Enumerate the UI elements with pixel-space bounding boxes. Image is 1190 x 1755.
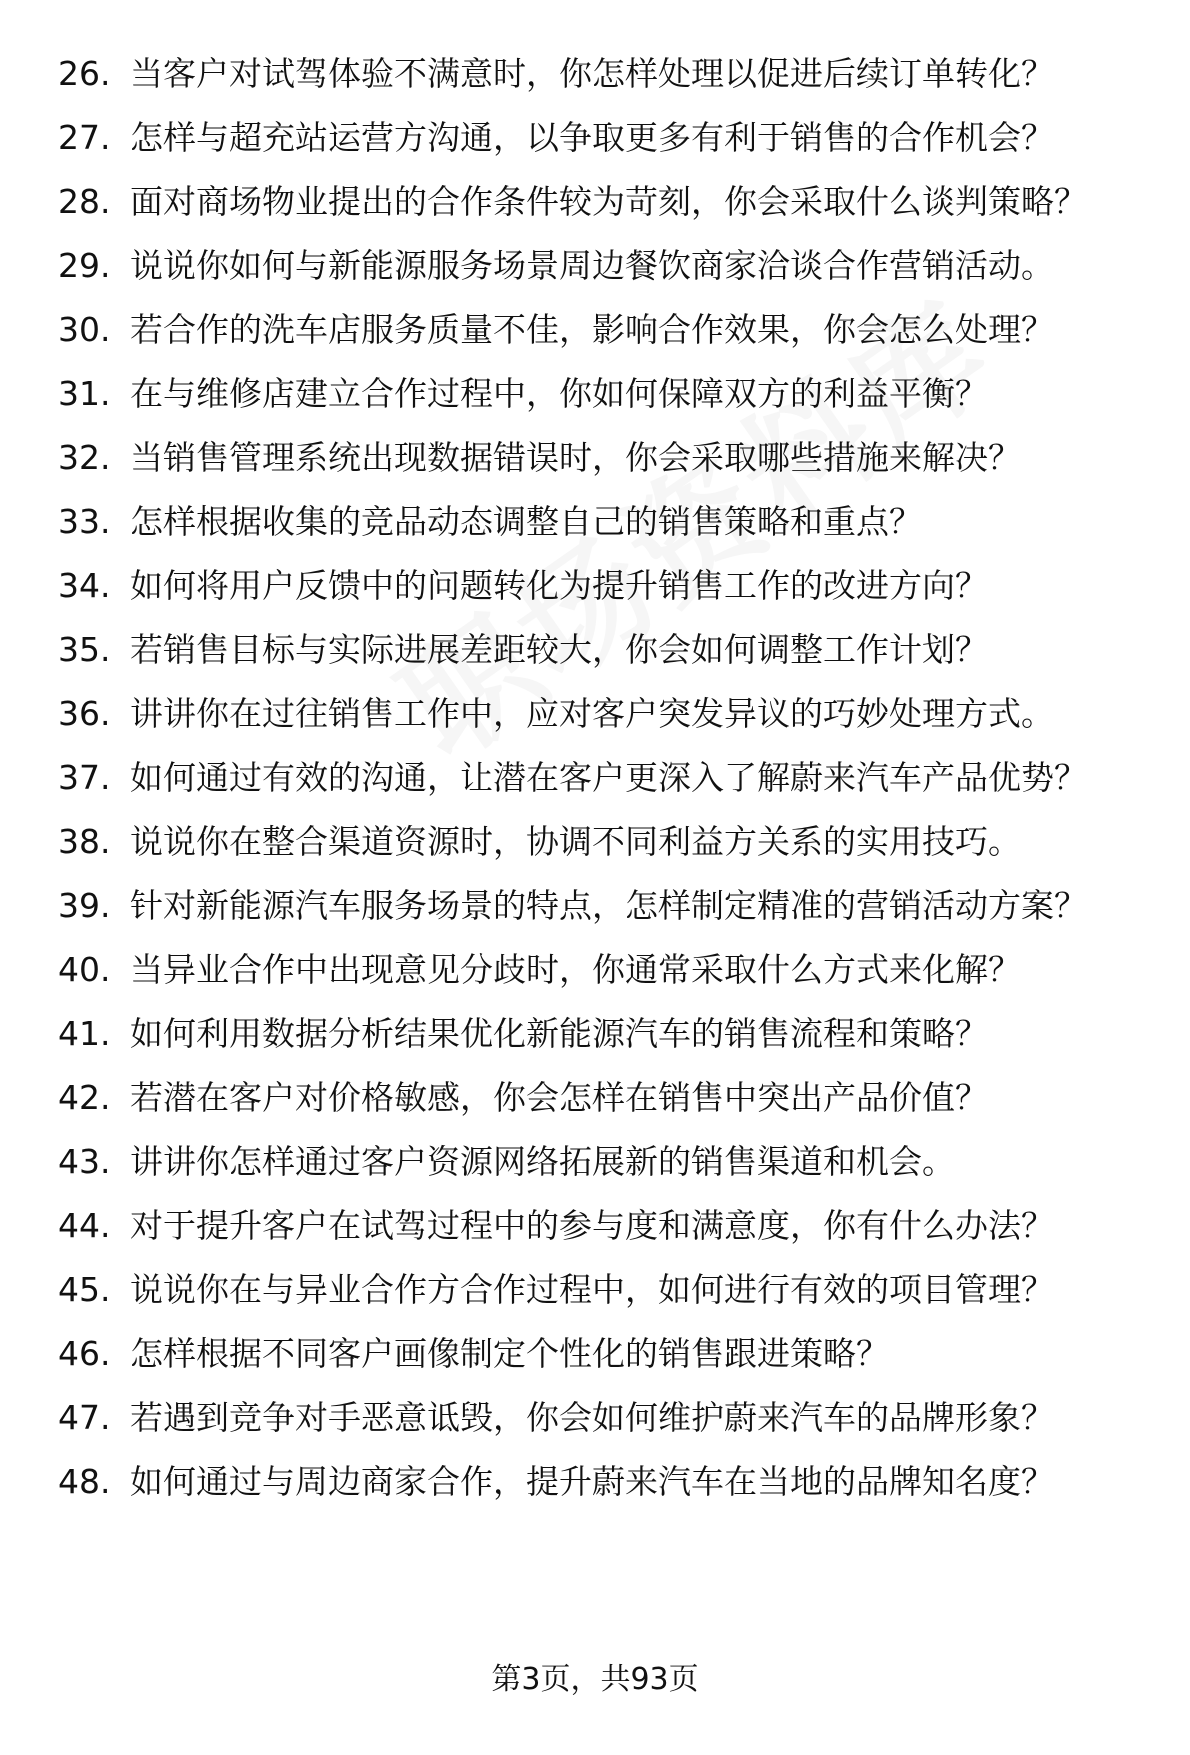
question-number: 45. [58, 1270, 111, 1309]
question-number: 46. [58, 1334, 111, 1373]
question-item [58, 886, 1138, 926]
question-number: 35. [58, 630, 111, 669]
question-text: 如何将用户反馈中的问题转化为提升销售工作的改进方向？ [130, 566, 988, 605]
page-number: 第3页，共93页 [491, 1662, 699, 1697]
question-number: 43. [58, 1142, 111, 1181]
question-item [58, 1334, 1138, 1374]
question-item [58, 1398, 1138, 1438]
question-item [58, 502, 1138, 542]
question-number: 38. [58, 822, 111, 861]
question-number: 30. [58, 310, 111, 349]
question-text: 对于提升客户在试驾过程中的参与度和满意度，你有什么办法？ [130, 1206, 1054, 1245]
question-text: 如何通过与周边商家合作，提升蔚来汽车在当地的品牌知名度？ [130, 1462, 1054, 1501]
question-item [58, 1462, 1138, 1502]
question-number: 39. [58, 886, 111, 925]
question-text: 说说你在与异业合作方合作过程中，如何进行有效的项目管理？ [130, 1270, 1054, 1309]
question-text: 当销售管理系统出现数据错误时，你会采取哪些措施来解决？ [130, 438, 1021, 477]
question-text: 讲讲你在过往销售工作中，应对客户突发异议的巧妙处理方式。 [130, 694, 1054, 733]
question-item [58, 1078, 1138, 1118]
question-text: 说说你如何与新能源服务场景周边餐饮商家洽谈合作营销活动。 [130, 246, 1054, 285]
question-text: 当客户对试驾体验不满意时，你怎样处理以促进后续订单转化？ [130, 54, 1054, 93]
question-item [58, 1270, 1138, 1310]
question-item [58, 374, 1138, 414]
question-number: 48. [58, 1462, 111, 1501]
question-number: 41. [58, 1014, 111, 1053]
question-text: 若潜在客户对价格敏感，你会怎样在销售中突出产品价值？ [130, 1078, 988, 1117]
question-item [58, 630, 1138, 670]
question-text: 如何通过有效的沟通，让潜在客户更深入了解蔚来汽车产品优势？ [130, 758, 1087, 797]
question-number: 44. [58, 1206, 111, 1245]
question-number: 33. [58, 502, 111, 541]
question-text: 说说你在整合渠道资源时，协调不同利益方关系的实用技巧。 [130, 822, 1021, 861]
question-number: 27. [58, 118, 111, 157]
question-text: 若遇到竞争对手恶意诋毁，你会如何维护蔚来汽车的品牌形象？ [130, 1398, 1054, 1437]
question-number: 26. [58, 54, 111, 93]
question-item [58, 182, 1138, 222]
question-item [58, 438, 1138, 478]
question-text: 当异业合作中出现意见分歧时，你通常采取什么方式来化解？ [130, 950, 1021, 989]
question-number: 31. [58, 374, 111, 413]
question-text: 怎样与超充站运营方沟通，以争取更多有利于销售的合作机会？ [130, 118, 1054, 157]
question-number: 32. [58, 438, 111, 477]
question-text: 怎样根据不同客户画像制定个性化的销售跟进策略？ [130, 1334, 889, 1373]
question-number: 37. [58, 758, 111, 797]
question-item [58, 758, 1138, 798]
question-item [58, 118, 1138, 158]
question-text: 若销售目标与实际进展差距较大，你会如何调整工作计划？ [130, 630, 988, 669]
question-item [58, 1142, 1138, 1182]
question-number: 42. [58, 1078, 111, 1117]
question-text: 若合作的洗车店服务质量不佳，影响合作效果，你会怎么处理？ [130, 310, 1054, 349]
question-item [58, 694, 1138, 734]
question-item [58, 54, 1138, 94]
question-item [58, 1206, 1138, 1246]
question-text: 在与维修店建立合作过程中，你如何保障双方的利益平衡？ [130, 374, 988, 413]
question-item [58, 246, 1138, 286]
question-list [58, 54, 1138, 1526]
question-item [58, 1014, 1138, 1054]
question-number: 47. [58, 1398, 111, 1437]
question-text: 如何利用数据分析结果优化新能源汽车的销售流程和策略？ [130, 1014, 988, 1053]
question-text: 怎样根据收集的竞品动态调整自己的销售策略和重点？ [130, 502, 922, 541]
question-item [58, 310, 1138, 350]
question-text: 针对新能源汽车服务场景的特点，怎样制定精准的营销活动方案？ [130, 886, 1087, 925]
question-text: 面对商场物业提出的合作条件较为苛刻，你会采取什么谈判策略？ [130, 182, 1087, 221]
question-text: 讲讲你怎样通过客户资源网络拓展新的销售渠道和机会。 [130, 1142, 955, 1181]
question-number: 34. [58, 566, 111, 605]
question-number: 28. [58, 182, 111, 221]
question-item [58, 950, 1138, 990]
question-item [58, 822, 1138, 862]
question-number: 29. [58, 246, 111, 285]
question-number: 40. [58, 950, 111, 989]
question-item [58, 566, 1138, 606]
question-number: 36. [58, 694, 111, 733]
